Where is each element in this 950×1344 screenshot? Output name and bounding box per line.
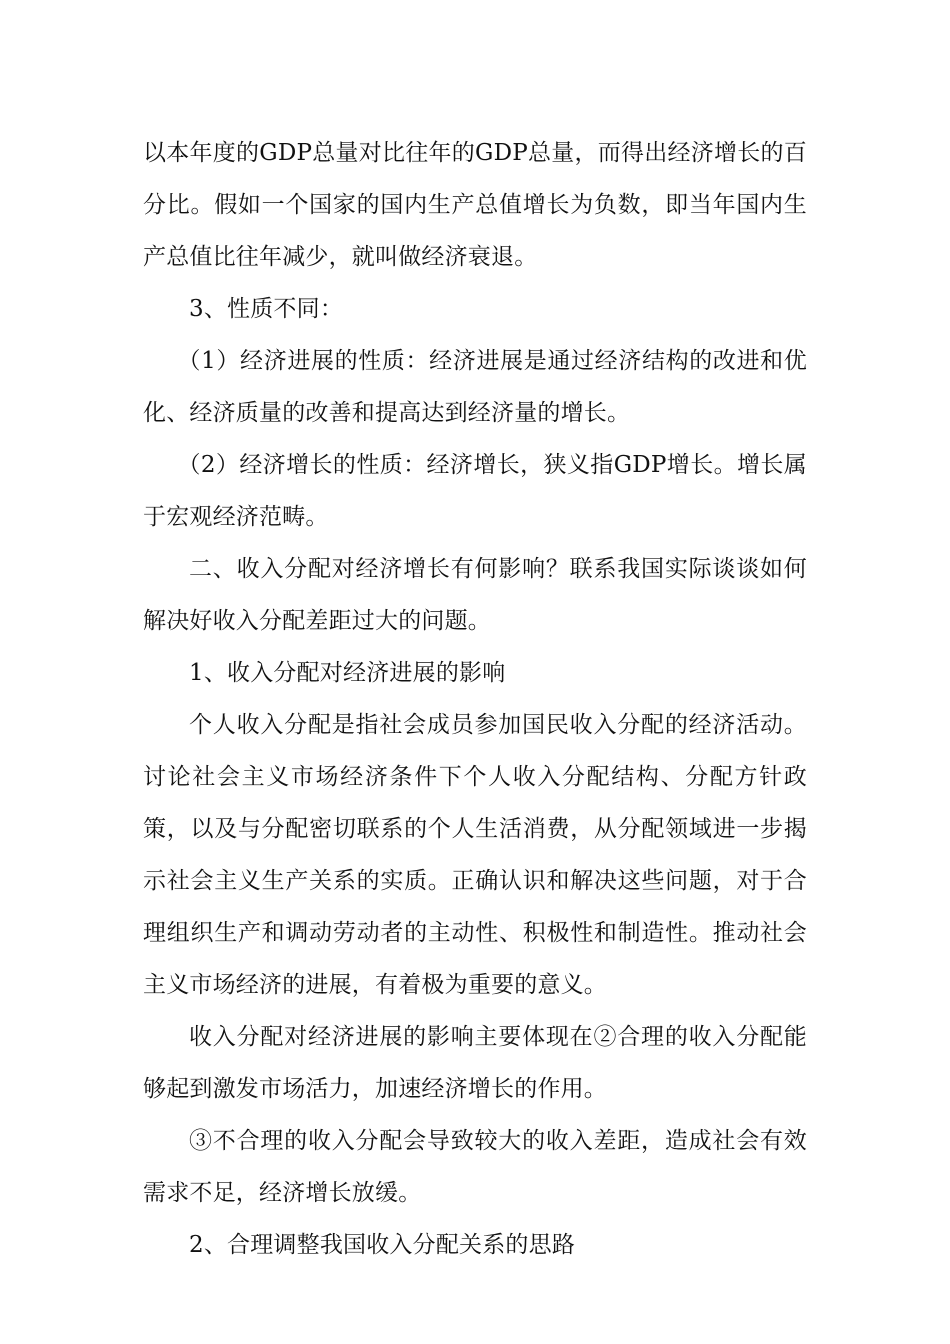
- paragraph-gdp-comparison: 以本年度的GDP总量对比往年的GDP总量，而得出经济增长的百分比。假如一个国家的国内生产总值增长为负数，即当年国内生产总值比往年减少，就叫做经济衰退。: [143, 140, 807, 270]
- paragraph-growth-nature: （2）经济增长的性质：经济增长，狭义指GDP增长。增长属于宏观经济范畴。: [143, 452, 807, 530]
- heading-section-two: 二、收入分配对经济增长有何影响？联系我国实际谈谈如何解决好收入分配差距过大的问题。: [143, 556, 807, 634]
- paragraph-development-nature: （1）经济进展的性质：经济进展是通过经济结构的改进和优化、经济质量的改善和提高达到经济量的增长。: [143, 348, 807, 426]
- document-body: [143, 127, 807, 1271]
- heading-income-distribution-impact: 1、收入分配对经济进展的影响: [189, 660, 506, 686]
- heading-nature-different: 3、性质不同：: [189, 296, 344, 322]
- paragraph-personal-income-distribution: 个人收入分配是指社会成员参加国民收入分配的经济活动。讨论社会主义市场经济条件下个人收入分配结构、分配方针政策，以及与分配密切联系的个人生活消费，从分配领域进一步揭示社会主义生产关系的实质。正确认识和解决这些问题，对于合理组织生产和调动劳动者的主动性、积极性和制造性。推动社会主义市场经济的进展，有着极为重要的意义。: [143, 712, 807, 998]
- paragraph-unreasonable-distribution: ③不合理的收入分配会导致较大的收入差距，造成社会有效需求不足，经济增长放缓。: [143, 1128, 807, 1206]
- paragraph-reasonable-distribution: 收入分配对经济进展的影响主要体现在②合理的收入分配能够起到激发市场活力，加速经济增长的作用。: [143, 1024, 807, 1102]
- heading-adjustment-approach: 2、合理调整我国收入分配关系的思路: [189, 1232, 576, 1258]
